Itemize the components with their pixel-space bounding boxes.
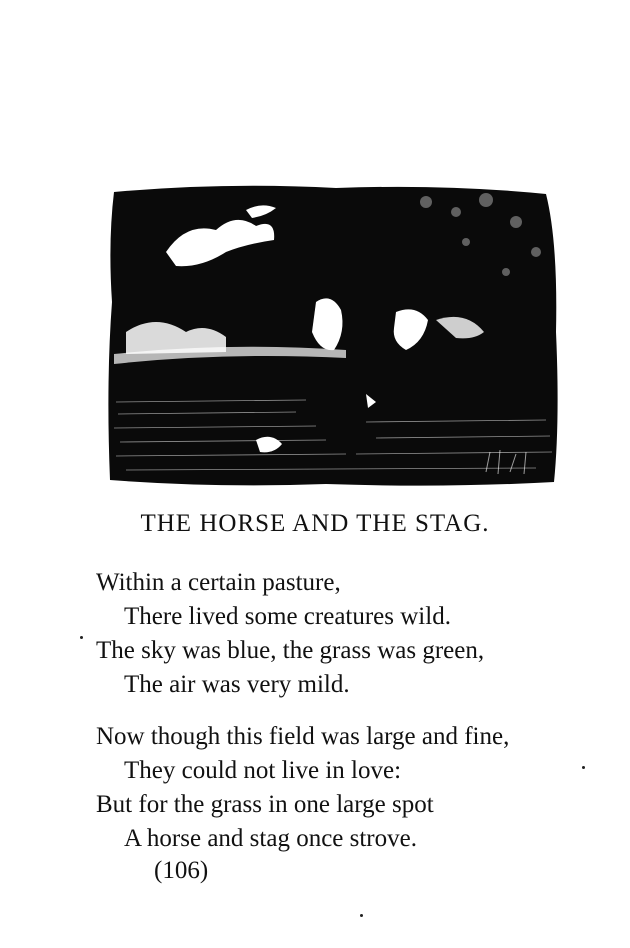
engraving-illustration [106,182,560,488]
poem-line: A horse and stag once strove. [124,825,417,852]
paper-speck [80,636,83,639]
page-number: (106) [154,857,209,884]
poem-line: The sky was blue, the grass was green, [96,637,485,664]
stanza-2 [96,720,509,856]
paper-speck [360,914,363,917]
poem-line: They could not live in love: [124,757,402,784]
poem-line: But for the grass in one large spot [96,791,434,818]
horse-and-stag-engraving [106,182,560,488]
poem-line: The air was very mild. [124,671,350,698]
stanza-1 [96,566,484,702]
paper-speck [582,766,585,769]
poem-line: Now though this field was large and fine, [96,723,510,750]
poem-line: There lived some creatures wild. [124,603,451,630]
poem-title: THE HORSE AND THE STAG. [140,510,490,537]
poem-line: Within a certain pasture, [96,569,341,596]
